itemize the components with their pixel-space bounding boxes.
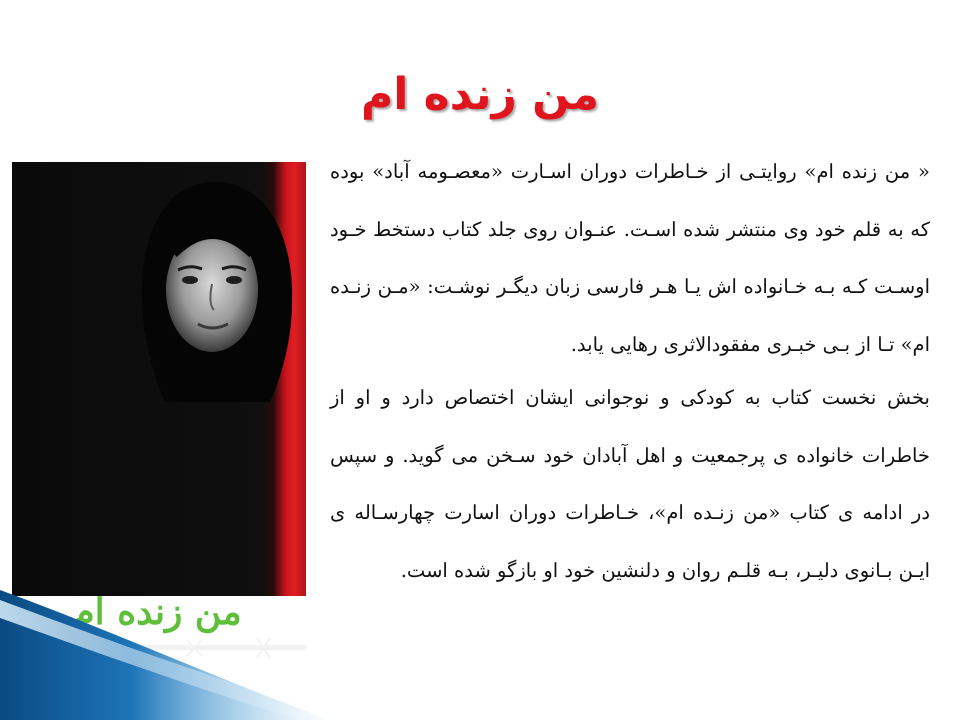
- portrait-illustration: [120, 172, 310, 402]
- decorative-swoosh: [0, 590, 960, 720]
- cover-title: من زنده ام: [72, 591, 242, 633]
- slide-title: من زنده ام: [360, 69, 600, 120]
- paragraph-1: « من زنده ام» روایتـی از خـاطرات دوران اسـارت «معصـومه آباد» بوده که به قلم خود وی منتشر شده اسـت. عنـوان روی جلد کتاب دستخط خـود اوسـت کـه بـه خـانواده اش یـا هـر فارسی زبان دیگـر نوشـت: «مـن زنـده ام» تـا از بـی خبـری مفقودالاثری رهایی یابد.: [330, 160, 930, 356]
- body-text: [330, 143, 930, 599]
- paragraph-2: بخش نخست کتاب به کودکی و نوجوانی ایشان اختصاص دارد و او از خاطرات خانواده ی پرجمعیت و اهل آبادان خود سـخن می گوید. و سپس در ادامه ی کتاب «من زنـده ام»، خـاطرات دوران اسارت چهارسـاله ی ایـن بـانوی دلیـر، بـه قلـم روان و دلنشین خود او بازگو شده است.: [330, 386, 930, 582]
- book-cover-image: [12, 162, 306, 633]
